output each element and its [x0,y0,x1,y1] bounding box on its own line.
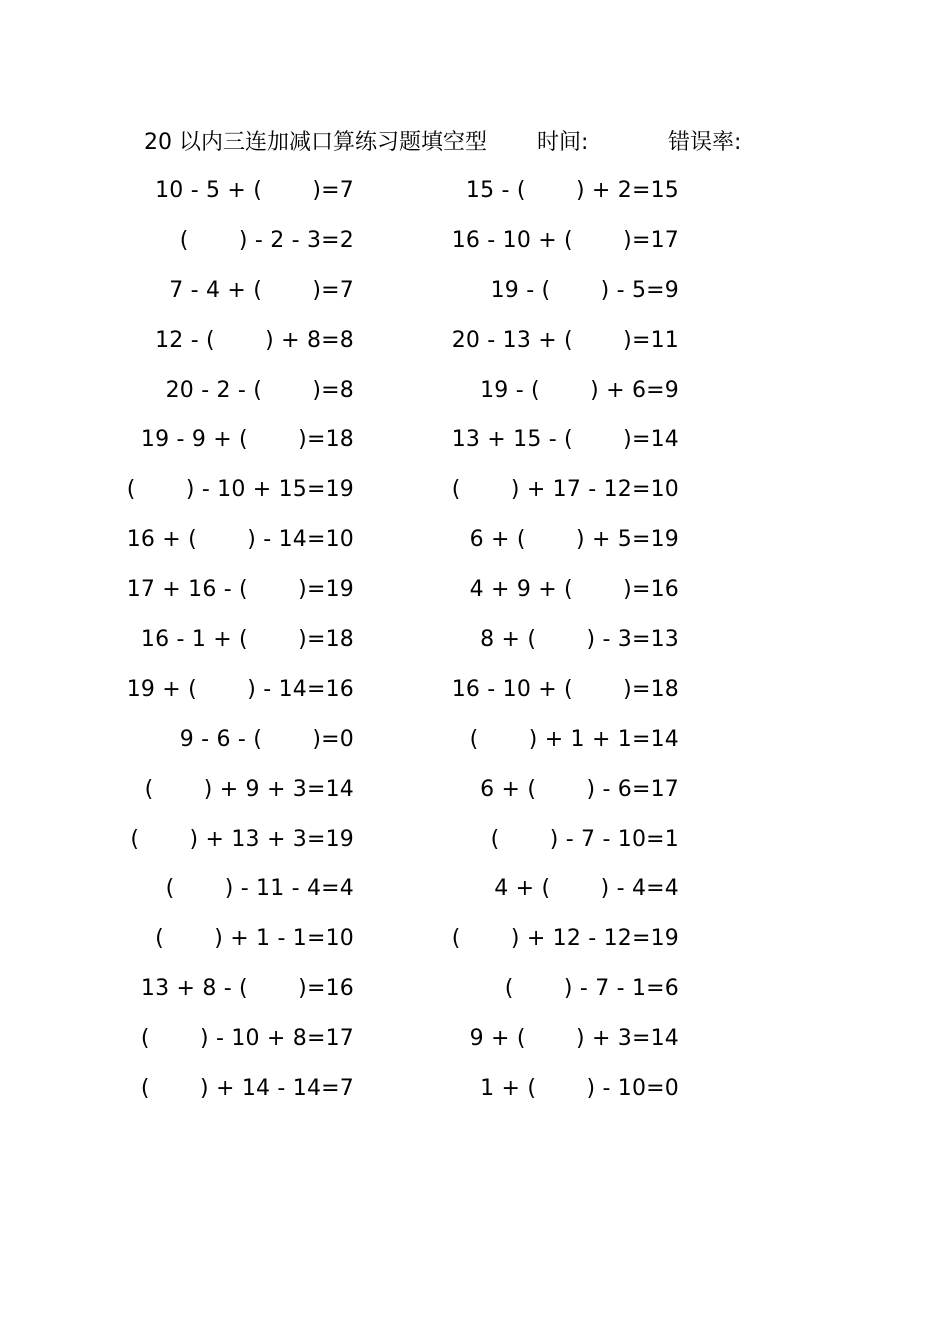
problem-right: ( ) + 12 - 12=19 [451,926,679,952]
problem-right: 19 - ( ) - 5=9 [490,277,679,303]
problem-row [0,222,950,272]
problem-left: 20 - 2 - ( )=8 [165,377,354,403]
problem-row [0,471,950,521]
problem-left: 19 + ( ) - 14=16 [126,676,354,702]
problem-left: ( ) - 10 + 8=17 [140,1026,354,1052]
problem-left: 7 - 4 + ( )=7 [169,277,354,303]
problem-right: 4 + 9 + ( )=16 [469,577,679,603]
problem-left: ( ) - 10 + 15=19 [126,477,354,503]
problem-row [0,322,950,372]
problem-left: ( ) - 2 - 3=2 [179,227,354,253]
problem-list [0,172,950,1120]
problem-left: ( ) + 1 - 1=10 [155,926,354,952]
problem-row [0,771,950,821]
problem-row [0,1070,950,1120]
problem-row [0,272,950,322]
problem-right: 16 - 10 + ( )=17 [451,227,679,253]
problem-row [0,521,950,571]
problem-row [0,920,950,970]
problem-left: ( ) - 11 - 4=4 [165,876,354,902]
problem-left: ( ) + 14 - 14=7 [140,1076,354,1102]
problem-row [0,671,950,721]
problem-row [0,870,950,920]
problem-right: 4 + ( ) - 4=4 [494,876,679,902]
problem-row [0,970,950,1020]
problem-right: 15 - ( ) + 2=15 [465,178,679,203]
problem-left: 13 + 8 - ( )=16 [140,976,354,1002]
worksheet-title: 20 以内三连加减口算练习题填空型 [144,130,487,155]
problem-left: 16 + ( ) - 14=10 [126,527,354,553]
problem-right: 9 + ( ) + 3=14 [469,1026,679,1052]
error-rate-label: 错误率: [668,130,742,155]
problem-right: ( ) - 7 - 1=6 [504,976,679,1002]
problem-left: 16 - 1 + ( )=18 [140,627,354,653]
problem-right: 1 + ( ) - 10=0 [480,1076,679,1102]
problem-right: ( ) - 7 - 10=1 [490,826,679,852]
problem-row [0,372,950,422]
problem-right: 20 - 13 + ( )=11 [451,327,679,353]
problem-right: ( ) + 17 - 12=10 [451,477,679,503]
problem-right: ( ) + 1 + 1=14 [469,726,679,752]
problem-right: 13 + 15 - ( )=14 [451,427,679,453]
problem-left: 17 + 16 - ( )=19 [126,577,354,603]
problem-right: 6 + ( ) - 6=17 [480,776,679,802]
problem-row [0,571,950,621]
time-label: 时间: [537,130,589,155]
problem-row [0,821,950,871]
problem-left: ( ) + 13 + 3=19 [130,826,354,852]
problem-left: 9 - 6 - ( )=0 [179,726,354,752]
problem-row [0,421,950,471]
problem-right: 19 - ( ) + 6=9 [480,377,679,403]
problem-right: 16 - 10 + ( )=18 [451,676,679,702]
problem-row [0,721,950,771]
problem-left: ( ) + 9 + 3=14 [144,776,354,802]
problem-left: 19 - 9 + ( )=18 [140,427,354,453]
problem-left: 12 - ( ) + 8=8 [155,327,354,353]
problem-row [0,621,950,671]
problem-row [0,172,950,222]
problem-row [0,1020,950,1070]
problem-right: 8 + ( ) - 3=13 [480,627,679,653]
problem-right: 6 + ( ) + 5=19 [469,527,679,553]
problem-left: 10 - 5 + ( )=7 [155,178,354,203]
